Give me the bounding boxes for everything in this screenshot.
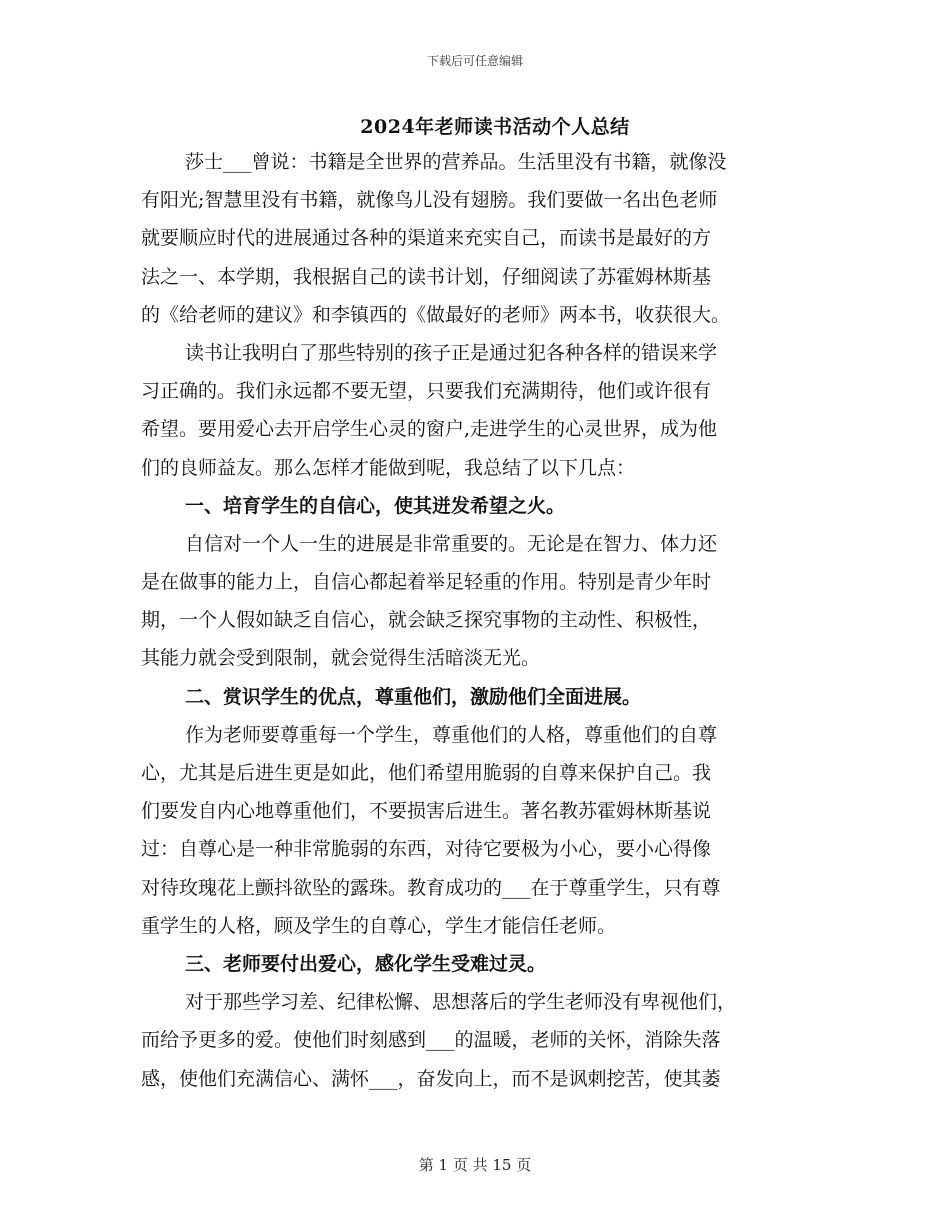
page-header-note: 下载后可任意编辑 — [426, 54, 523, 68]
text-line: 心，尤其是后进生更是如此，他们希望用脆弱的自尊来保护自己。我 — [141, 762, 712, 784]
section-heading: 三、老师要付出爱心，感化学生受难过灵。 — [185, 952, 547, 975]
text-line: 而给予更多的爱。使他们时刻感到___的温暖，老师的关怀，消除失落 — [141, 1029, 721, 1052]
document-body — [141, 143, 821, 1098]
text-line: 对待玫瑰花上颤抖欲坠的露珠。教育成功的___在于尊重学生，只有尊 — [141, 876, 721, 899]
text-line: 有阳光;智慧里没有书籍，就像鸟儿没有翅膀。我们要做一名出色老师 — [141, 189, 718, 212]
text-line: 重学生的人格，顾及学生的自尊心，学生才能信任老师。 — [141, 914, 617, 937]
text-line: 作为老师要尊重每一个学生，尊重他们的人格，尊重他们的自尊 — [185, 723, 718, 746]
text-line: 们要发自内心地尊重他们，不要损害后进生。著名教苏霍姆林斯基说 — [141, 800, 712, 823]
text-line: 是在做事的能力上，自信心都起着举足轻重的作用。特别是青少年时 — [141, 571, 712, 594]
text-line: 读书让我明白了那些特别的孩子正是通过犯各种各样的错误来学 — [185, 341, 718, 364]
text-line: 期，一个人假如缺乏自信心，就会缺乏探究事物的主动性、积极性， — [141, 609, 712, 632]
text-line: 感，使他们充满信心、满怀___，奋发向上，而不是讽刺挖苦，使其萎 — [141, 1067, 721, 1090]
text-line: 习正确的。我们永远都不要无望，只要我们充满期待，他们或许很有 — [141, 380, 712, 403]
document-title: 2024年老师读书活动个人总结 — [360, 116, 630, 138]
text-line: 过：自尊心是一种非常脆弱的东西，对待它要极为小心，要小心得像 — [141, 838, 712, 861]
text-line: 对于那些学习差、纪律松懈、思想落后的学生老师没有卑视他们， — [185, 991, 737, 1014]
section-heading: 一、培育学生的自信心，使其迸发希望之火。 — [185, 494, 566, 517]
page-footer-number: 第 1 页 共 15 页 — [418, 1156, 532, 1174]
text-line: 自信对一个人一生的进展是非常重要的。无论是在智力、体力还 — [185, 532, 718, 555]
section-heading: 二、赏识学生的优点，尊重他们，激励他们全面进展。 — [185, 685, 642, 708]
text-line: 的《给老师的建议》和李镇西的《做最好的老师》两本书，收获很大。 — [141, 303, 731, 326]
text-line: 就要顺应时代的进展通过各种的渠道来充实自己，而读书是最好的方 — [141, 227, 712, 250]
text-line: 希望。要用爱心去开启学生心灵的窗户,走进学生的心灵世界，成为他 — [141, 418, 718, 441]
text-line: 们的良师益友。那么怎样才能做到呢，我总结了以下几点： — [141, 456, 636, 479]
text-line: 莎士___曾说：书籍是全世界的营养品。生活里没有书籍，就像没 — [185, 151, 727, 173]
text-line: 法之一、本学期，我根据自己的读书计划，仔细阅读了苏霍姆林斯基 — [141, 265, 712, 288]
text-line: 其能力就会受到限制，就会觉得生活暗淡无光。 — [141, 647, 541, 670]
